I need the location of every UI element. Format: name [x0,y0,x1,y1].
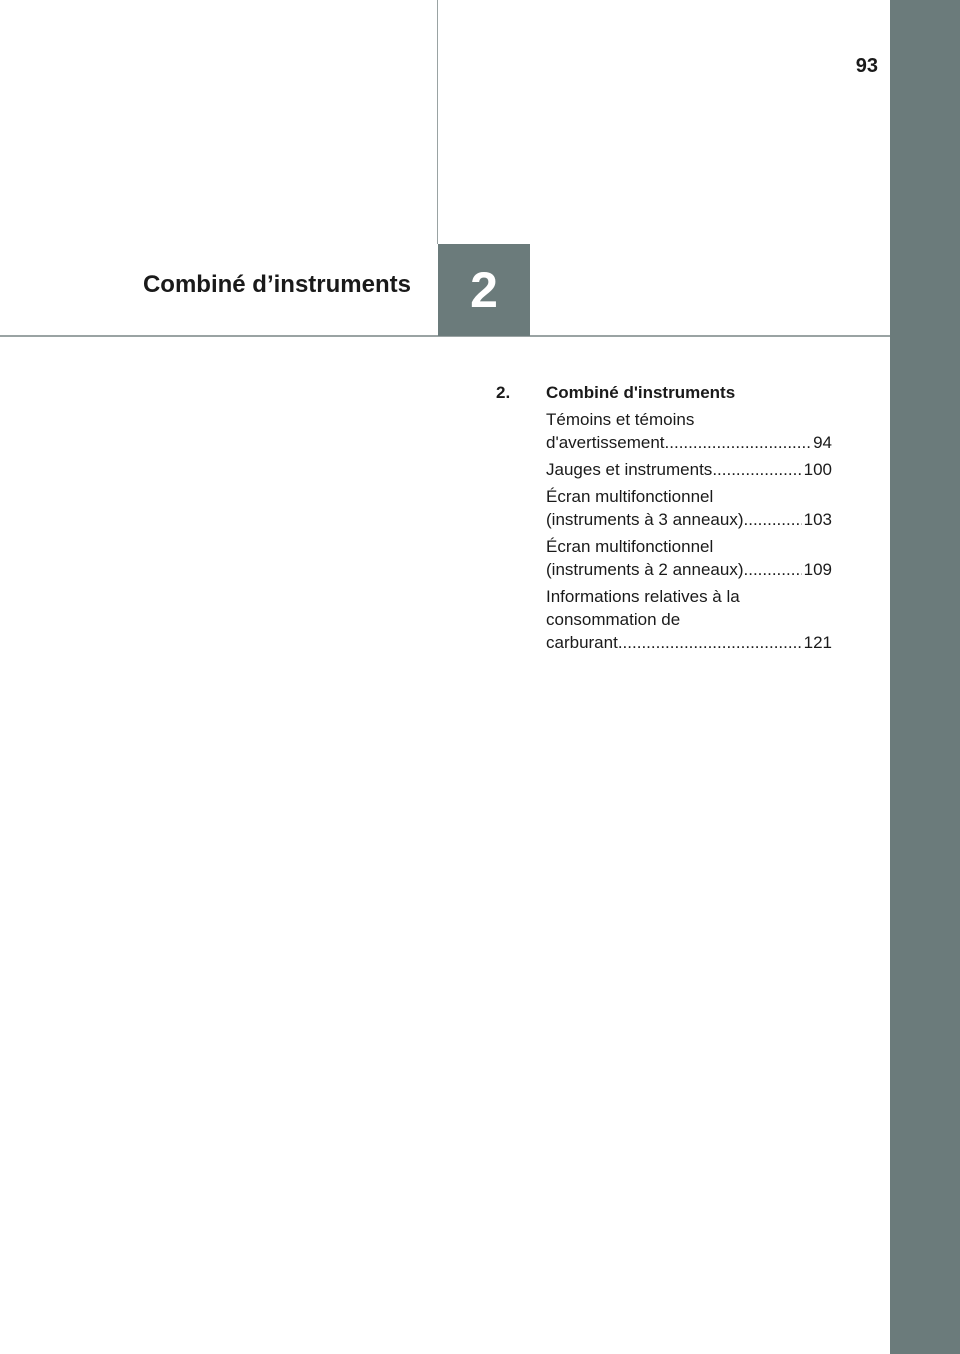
toc-page-number: 100 [803,460,832,479]
vertical-rule [437,0,438,244]
toc-page-number: 121 [803,633,832,652]
chapter-title: Combiné d’instruments [142,271,411,298]
toc-entry-last-line [546,458,832,481]
page-number: 93 [855,55,878,77]
toc-section-title: Combiné d'instruments [546,383,736,402]
toc-entry-text: consommation de [546,610,681,629]
toc-entry[interactable] [546,408,832,454]
toc-entry-text: (instruments à 2 anneaux) [546,560,744,579]
toc-entry-text: Jauges et instruments [546,460,713,479]
toc-entry-last-line [546,431,832,454]
toc-page-number: 103 [803,510,832,529]
toc-entry-last-line [546,508,832,531]
side-band [890,0,960,1354]
toc-dot-leader [744,508,802,531]
toc-entry-text: Informations relatives à la [546,587,740,606]
chapter-number-box [438,244,530,336]
toc-entry[interactable] [546,458,832,481]
toc-entry-text: Écran multifonctionnel [546,487,714,506]
toc-entry-text: d'avertissement [546,433,665,452]
toc-entry-last-line [546,631,832,654]
toc-dot-leader [618,631,802,654]
toc-entry-text: Écran multifonctionnel [546,537,714,556]
toc-section-number: 2. [496,383,511,402]
toc-page-number: 109 [803,560,832,579]
toc-dot-leader [712,458,801,481]
toc-entry[interactable] [546,535,832,581]
toc-entry[interactable] [546,485,832,531]
toc-entries [546,408,832,654]
toc-entry-text: carburant [546,633,618,652]
toc-entry-text: Témoins et témoins [546,410,695,429]
toc-entry[interactable] [546,585,832,654]
toc-dot-leader [665,431,812,454]
chapter-number: 2 [470,262,498,318]
toc-section-heading [496,381,832,404]
toc-dot-leader [744,558,802,581]
toc-entry-last-line [546,558,832,581]
toc-page-number: 94 [813,433,832,452]
table-of-contents [496,381,832,658]
toc-entry-text: (instruments à 3 anneaux) [546,510,744,529]
